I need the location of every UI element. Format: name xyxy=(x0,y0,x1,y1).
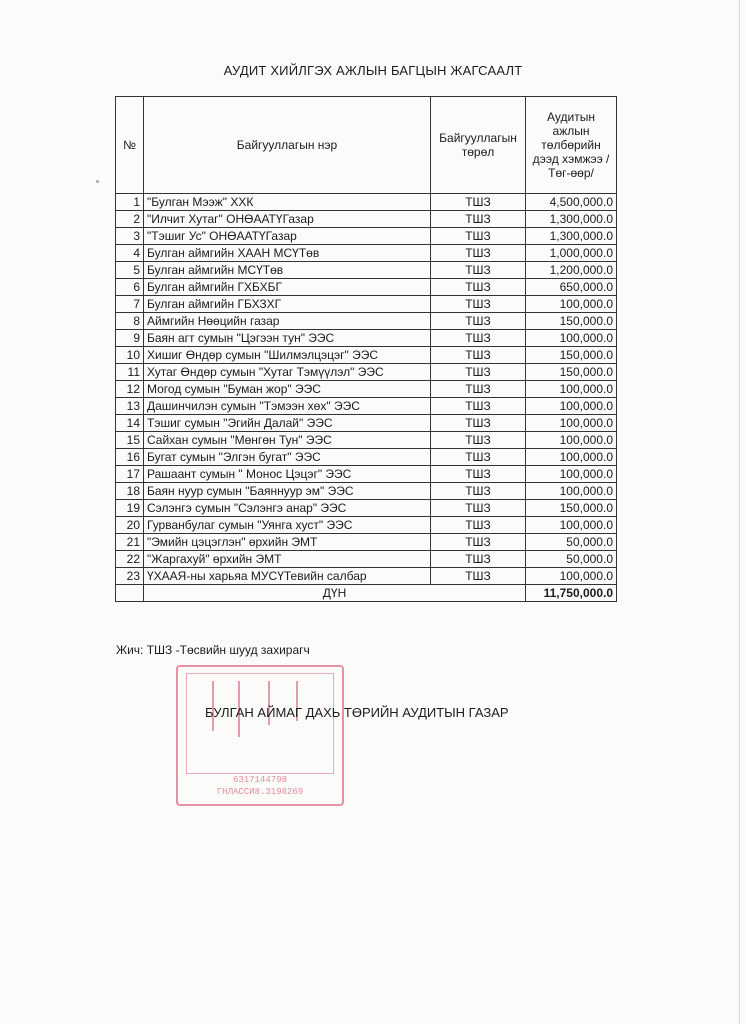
row-number: 13 xyxy=(116,398,144,415)
row-number: 9 xyxy=(116,330,144,347)
row-number: 2 xyxy=(116,211,144,228)
row-type: ТШЗ xyxy=(431,194,526,211)
table-row xyxy=(116,568,617,585)
table-row xyxy=(116,228,617,245)
row-amount: 100,000.0 xyxy=(526,517,617,534)
row-number: 1 xyxy=(116,194,144,211)
row-number: 4 xyxy=(116,245,144,262)
table-row xyxy=(116,296,617,313)
row-name: "Жаргахуй" өрхийн ЭМТ xyxy=(144,551,431,568)
row-type: ТШЗ xyxy=(431,296,526,313)
row-type: ТШЗ xyxy=(431,568,526,585)
table-row xyxy=(116,500,617,517)
audit-list-table xyxy=(115,96,617,602)
table-row xyxy=(116,517,617,534)
row-amount: 100,000.0 xyxy=(526,483,617,500)
total-empty-cell xyxy=(116,585,144,602)
document-title: АУДИТ ХИЙЛГЭХ АЖЛЫН БАГЦЫН ЖАГСААЛТ xyxy=(223,63,523,78)
header-type: Байгууллагын төрөл xyxy=(431,97,526,194)
row-amount: 4,500,000.0 xyxy=(526,194,617,211)
row-number: 22 xyxy=(116,551,144,568)
row-name: Баян агт сумын "Цэгээн тун" ЭЭС xyxy=(144,330,431,347)
total-amount: 11,750,000.0 xyxy=(526,585,617,602)
row-name: Дашинчилэн сумын "Тэмээн хөх" ЭЭС xyxy=(144,398,431,415)
row-type: ТШЗ xyxy=(431,228,526,245)
row-type: ТШЗ xyxy=(431,381,526,398)
row-amount: 150,000.0 xyxy=(526,347,617,364)
row-type: ТШЗ xyxy=(431,262,526,279)
row-name: ҮХААЯ-ны харьяа МУСҮТевийн салбар xyxy=(144,568,431,585)
row-number: 5 xyxy=(116,262,144,279)
row-number: 12 xyxy=(116,381,144,398)
row-type: ТШЗ xyxy=(431,483,526,500)
row-amount: 100,000.0 xyxy=(526,381,617,398)
stamp-code-1: 6317144798 xyxy=(232,775,287,785)
row-amount: 150,000.0 xyxy=(526,313,617,330)
row-name: Хишиг Өндөр сумын "Шилмэлцэцэг" ЭЭС xyxy=(144,347,431,364)
stamp-code-2: ГНЛАССИ8.3198269 xyxy=(216,787,304,797)
row-number: 21 xyxy=(116,534,144,551)
row-name: Гурванбулаг сумын "Уянга хуст" ЭЭС xyxy=(144,517,431,534)
row-number: 17 xyxy=(116,466,144,483)
header-no: № xyxy=(116,97,144,194)
row-name: Сэлэнгэ сумын "Сэлэнгэ анар" ЭЭС xyxy=(144,500,431,517)
header-name: Байгууллагын нэр xyxy=(144,97,431,194)
total-label: ДҮН xyxy=(144,585,526,602)
row-amount: 1,000,000.0 xyxy=(526,245,617,262)
row-type: ТШЗ xyxy=(431,330,526,347)
organization-name: БУЛГАН АЙМАГ ДАХЬ ТӨРИЙН АУДИТЫН ГАЗАР xyxy=(205,705,509,720)
row-amount: 150,000.0 xyxy=(526,500,617,517)
row-name: Тэшиг сумын "Эгийн Далай" ЭЭС xyxy=(144,415,431,432)
row-type: ТШЗ xyxy=(431,279,526,296)
row-type: ТШЗ xyxy=(431,432,526,449)
table-row xyxy=(116,534,617,551)
row-type: ТШЗ xyxy=(431,211,526,228)
row-number: 16 xyxy=(116,449,144,466)
row-number: 8 xyxy=(116,313,144,330)
row-name: Хутаг Өндөр сумын "Хутаг Тэмүүлэл" ЭЭС xyxy=(144,364,431,381)
table-row xyxy=(116,551,617,568)
row-type: ТШЗ xyxy=(431,398,526,415)
table-row xyxy=(116,483,617,500)
row-type: ТШЗ xyxy=(431,347,526,364)
row-name: Рашаант сумын " Монос Цэцэг" ЭЭС xyxy=(144,466,431,483)
table-row xyxy=(116,398,617,415)
row-amount: 100,000.0 xyxy=(526,432,617,449)
table-body xyxy=(116,194,617,585)
row-name: Бугат сумын "Элгэн бугат" ЭЭС xyxy=(144,449,431,466)
row-amount: 50,000.0 xyxy=(526,551,617,568)
row-amount: 100,000.0 xyxy=(526,398,617,415)
table-row xyxy=(116,364,617,381)
table-row xyxy=(116,194,617,211)
row-name: Булган аймгийн ГБХЗХГ xyxy=(144,296,431,313)
row-name: Баян нуур сумын "Баяннуур эм" ЭЭС xyxy=(144,483,431,500)
row-number: 11 xyxy=(116,364,144,381)
row-number: 20 xyxy=(116,517,144,534)
row-amount: 1,300,000.0 xyxy=(526,211,617,228)
table-row xyxy=(116,245,617,262)
table-row xyxy=(116,330,617,347)
table-row xyxy=(116,211,617,228)
row-name: "Тэшиг Ус" ОНӨААТҮГазар xyxy=(144,228,431,245)
table-row xyxy=(116,279,617,296)
table-row xyxy=(116,432,617,449)
row-amount: 650,000.0 xyxy=(526,279,617,296)
scan-dot xyxy=(96,180,99,183)
row-type: ТШЗ xyxy=(431,449,526,466)
header-amount: Аудитын ажлын төлбөрийн дээд хэмжээ /Төг-өөр/ xyxy=(526,97,617,194)
row-name: Булган аймгийн ГХБХБГ xyxy=(144,279,431,296)
row-amount: 1,200,000.0 xyxy=(526,262,617,279)
row-number: 23 xyxy=(116,568,144,585)
row-name: Сайхан сумын "Мөнгөн Тун" ЭЭС xyxy=(144,432,431,449)
stamp-inner-frame xyxy=(186,673,334,774)
row-name: "Эмийн цэцэглэн" өрхийн ЭМТ xyxy=(144,534,431,551)
row-amount: 50,000.0 xyxy=(526,534,617,551)
table-row xyxy=(116,313,617,330)
total-row xyxy=(116,585,617,602)
row-number: 14 xyxy=(116,415,144,432)
row-name: "Булган Мээж" ХХК xyxy=(144,194,431,211)
row-type: ТШЗ xyxy=(431,415,526,432)
table-header-row xyxy=(116,97,617,194)
row-name: Булган аймгийн ХААН МСҮТөв xyxy=(144,245,431,262)
row-amount: 100,000.0 xyxy=(526,568,617,585)
scan-edge-line xyxy=(739,0,740,1024)
table-row xyxy=(116,381,617,398)
row-type: ТШЗ xyxy=(431,364,526,381)
row-number: 19 xyxy=(116,500,144,517)
row-amount: 100,000.0 xyxy=(526,449,617,466)
row-amount: 100,000.0 xyxy=(526,330,617,347)
row-amount: 100,000.0 xyxy=(526,466,617,483)
row-number: 7 xyxy=(116,296,144,313)
table-row xyxy=(116,415,617,432)
row-number: 3 xyxy=(116,228,144,245)
row-amount: 150,000.0 xyxy=(526,364,617,381)
official-stamp xyxy=(176,665,344,806)
row-type: ТШЗ xyxy=(431,313,526,330)
row-type: ТШЗ xyxy=(431,245,526,262)
row-amount: 100,000.0 xyxy=(526,415,617,432)
row-name: "Илчит Хутаг" ОНӨААТҮГазар xyxy=(144,211,431,228)
row-number: 18 xyxy=(116,483,144,500)
row-name: Могод сумын "Буман жор" ЭЭС xyxy=(144,381,431,398)
table-row xyxy=(116,262,617,279)
table-row xyxy=(116,449,617,466)
row-type: ТШЗ xyxy=(431,534,526,551)
row-name: Булган аймгийн МСҮТөв xyxy=(144,262,431,279)
footnote: Жич: ТШЗ -Төсвийн шууд захирагч xyxy=(116,643,310,657)
row-type: ТШЗ xyxy=(431,500,526,517)
table-row xyxy=(116,466,617,483)
row-number: 15 xyxy=(116,432,144,449)
row-number: 6 xyxy=(116,279,144,296)
row-name: Аймгийн Нөөцийн газар xyxy=(144,313,431,330)
row-number: 10 xyxy=(116,347,144,364)
row-amount: 100,000.0 xyxy=(526,296,617,313)
row-type: ТШЗ xyxy=(431,551,526,568)
row-amount: 1,300,000.0 xyxy=(526,228,617,245)
row-type: ТШЗ xyxy=(431,466,526,483)
row-type: ТШЗ xyxy=(431,517,526,534)
table-row xyxy=(116,347,617,364)
